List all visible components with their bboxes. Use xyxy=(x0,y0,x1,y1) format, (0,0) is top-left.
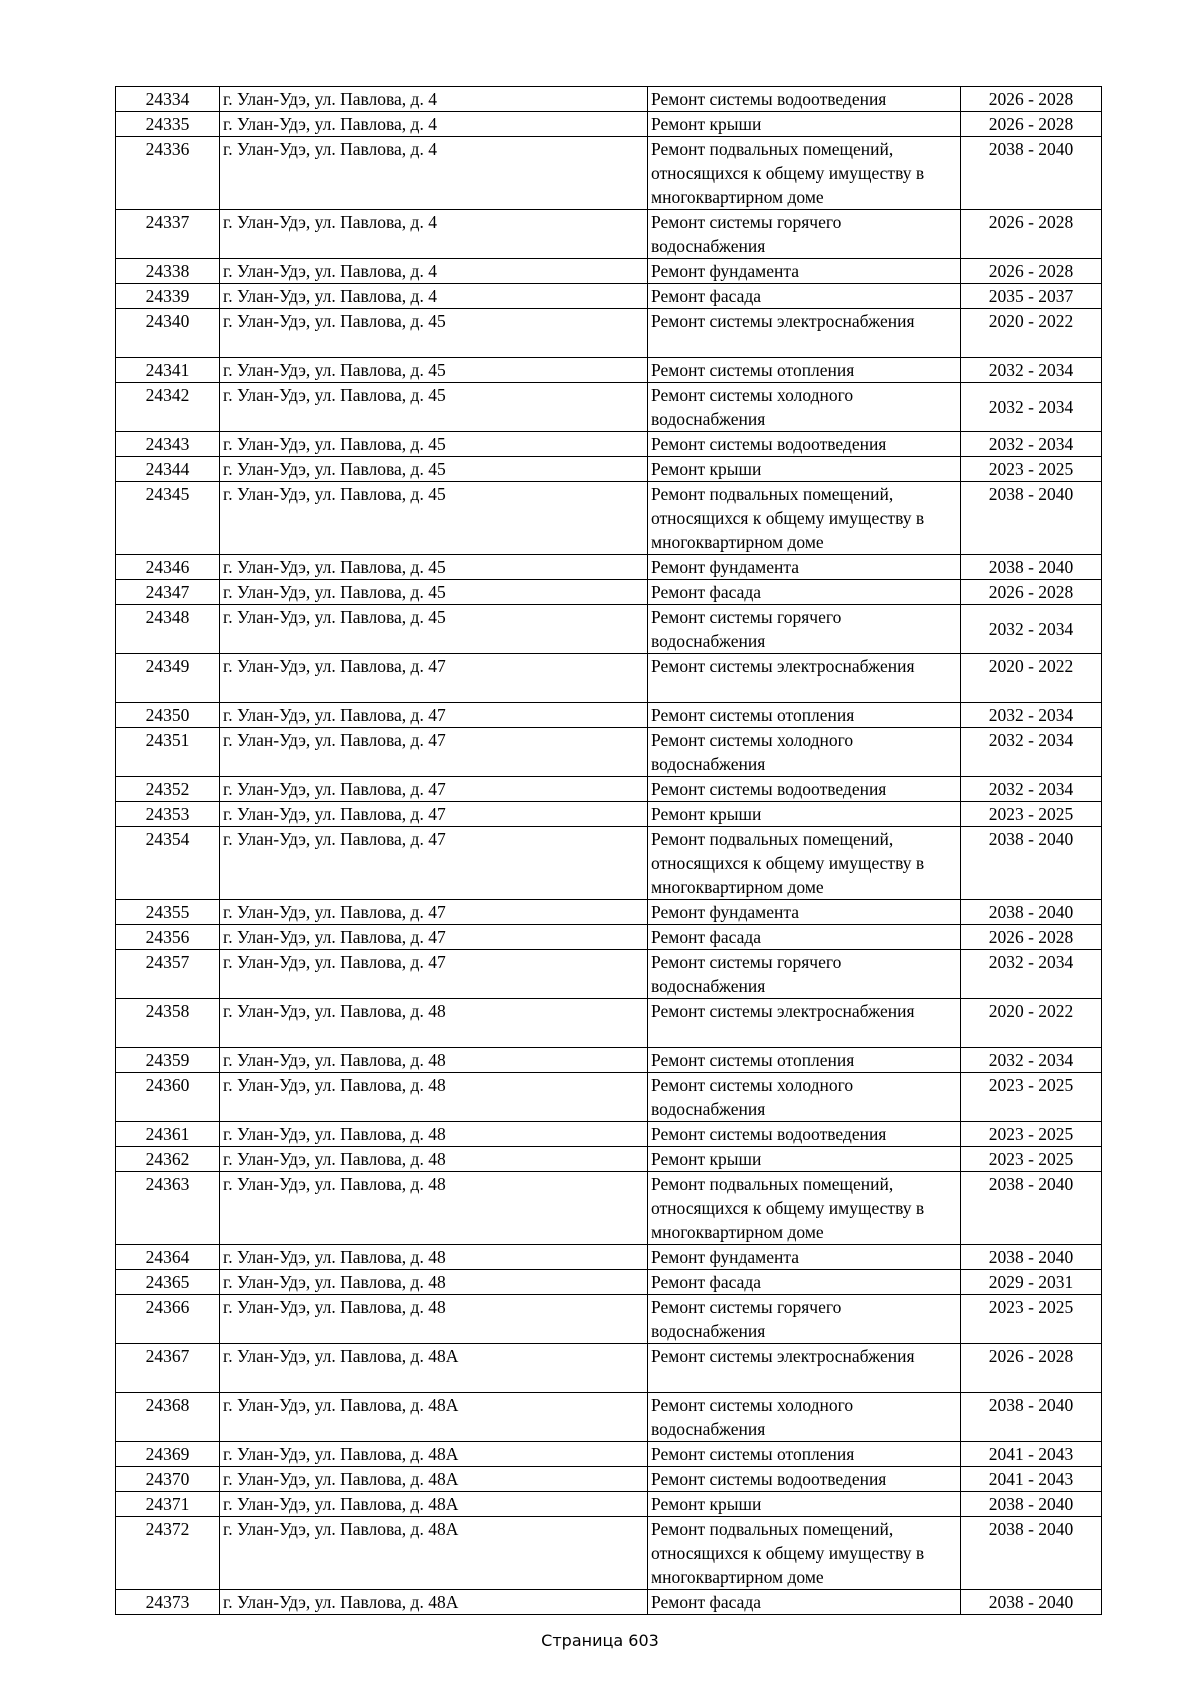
cell-work-type: Ремонт системы водоотведения xyxy=(648,1467,961,1492)
cell-number: 24337 xyxy=(116,210,220,259)
cell-address: г. Улан-Удэ, ул. Павлова, д. 48А xyxy=(220,1393,648,1442)
table-body xyxy=(116,87,1102,1615)
cell-address: г. Улан-Удэ, ул. Павлова, д. 45 xyxy=(220,432,648,457)
cell-work-type: Ремонт системы горячего водоснабжения xyxy=(648,210,961,259)
cell-period: 2023 - 2025 xyxy=(961,1122,1102,1147)
cell-number: 24356 xyxy=(116,925,220,950)
table-row xyxy=(116,309,1102,358)
cell-work-type: Ремонт подвальных помещений, относящихся к общему имуществу в многоквартирном доме xyxy=(648,1517,961,1590)
cell-period: 2020 - 2022 xyxy=(961,999,1102,1048)
cell-number: 24355 xyxy=(116,900,220,925)
cell-address: г. Улан-Удэ, ул. Павлова, д. 48 xyxy=(220,1245,648,1270)
cell-period: 2023 - 2025 xyxy=(961,457,1102,482)
cell-period: 2029 - 2031 xyxy=(961,1270,1102,1295)
page-number: Страница 603 xyxy=(541,1631,659,1650)
cell-period: 2023 - 2025 xyxy=(961,1147,1102,1172)
cell-number: 24364 xyxy=(116,1245,220,1270)
cell-address: г. Улан-Удэ, ул. Павлова, д. 48 xyxy=(220,1172,648,1245)
table-row xyxy=(116,703,1102,728)
cell-work-type: Ремонт системы холодного водоснабжения xyxy=(648,1393,961,1442)
cell-period: 2023 - 2025 xyxy=(961,1073,1102,1122)
cell-address: г. Улан-Удэ, ул. Павлова, д. 47 xyxy=(220,802,648,827)
table-row xyxy=(116,900,1102,925)
cell-number: 24344 xyxy=(116,457,220,482)
cell-period: 2038 - 2040 xyxy=(961,1172,1102,1245)
table-row xyxy=(116,137,1102,210)
cell-address: г. Улан-Удэ, ул. Павлова, д. 45 xyxy=(220,555,648,580)
cell-address: г. Улан-Удэ, ул. Павлова, д. 45 xyxy=(220,605,648,654)
table-row xyxy=(116,358,1102,383)
cell-period: 2032 - 2034 xyxy=(961,383,1102,432)
cell-number: 24367 xyxy=(116,1344,220,1393)
cell-period: 2038 - 2040 xyxy=(961,137,1102,210)
table-row xyxy=(116,1492,1102,1517)
cell-address: г. Улан-Удэ, ул. Павлова, д. 48 xyxy=(220,1295,648,1344)
cell-work-type: Ремонт фундамента xyxy=(648,900,961,925)
cell-address: г. Улан-Удэ, ул. Павлова, д. 45 xyxy=(220,309,648,358)
cell-number: 24350 xyxy=(116,703,220,728)
cell-address: г. Улан-Удэ, ул. Павлова, д. 47 xyxy=(220,827,648,900)
cell-work-type: Ремонт крыши xyxy=(648,1492,961,1517)
table-row xyxy=(116,925,1102,950)
cell-address: г. Улан-Удэ, ул. Павлова, д. 48А xyxy=(220,1590,648,1615)
cell-period: 2038 - 2040 xyxy=(961,1393,1102,1442)
table-row xyxy=(116,1270,1102,1295)
cell-number: 24346 xyxy=(116,555,220,580)
cell-period: 2026 - 2028 xyxy=(961,112,1102,137)
cell-work-type: Ремонт системы холодного водоснабжения xyxy=(648,1073,961,1122)
cell-period: 2026 - 2028 xyxy=(961,925,1102,950)
table-row xyxy=(116,210,1102,259)
cell-number: 24339 xyxy=(116,284,220,309)
cell-work-type: Ремонт подвальных помещений, относящихся к общему имуществу в многоквартирном доме xyxy=(648,482,961,555)
table-row xyxy=(116,802,1102,827)
table-row xyxy=(116,950,1102,999)
table-row xyxy=(116,87,1102,112)
table-row xyxy=(116,1344,1102,1393)
cell-period: 2020 - 2022 xyxy=(961,309,1102,358)
cell-address: г. Улан-Удэ, ул. Павлова, д. 4 xyxy=(220,284,648,309)
cell-work-type: Ремонт системы водоотведения xyxy=(648,1122,961,1147)
cell-address: г. Улан-Удэ, ул. Павлова, д. 48 xyxy=(220,1122,648,1147)
cell-period: 2032 - 2034 xyxy=(961,605,1102,654)
cell-period: 2026 - 2028 xyxy=(961,259,1102,284)
cell-number: 24360 xyxy=(116,1073,220,1122)
cell-address: г. Улан-Удэ, ул. Павлова, д. 48А xyxy=(220,1344,648,1393)
cell-work-type: Ремонт системы горячего водоснабжения xyxy=(648,605,961,654)
cell-work-type: Ремонт фундамента xyxy=(648,259,961,284)
cell-period: 2023 - 2025 xyxy=(961,1295,1102,1344)
cell-period: 2038 - 2040 xyxy=(961,555,1102,580)
cell-work-type: Ремонт системы горячего водоснабжения xyxy=(648,950,961,999)
cell-period: 2032 - 2034 xyxy=(961,1048,1102,1073)
cell-number: 24372 xyxy=(116,1517,220,1590)
cell-address: г. Улан-Удэ, ул. Павлова, д. 45 xyxy=(220,358,648,383)
cell-address: г. Улан-Удэ, ул. Павлова, д. 45 xyxy=(220,457,648,482)
cell-period: 2038 - 2040 xyxy=(961,1492,1102,1517)
cell-work-type: Ремонт подвальных помещений, относящихся к общему имуществу в многоквартирном доме xyxy=(648,1172,961,1245)
table-row xyxy=(116,1073,1102,1122)
table-row xyxy=(116,1393,1102,1442)
cell-work-type: Ремонт фасада xyxy=(648,1590,961,1615)
table-row xyxy=(116,1147,1102,1172)
cell-number: 24354 xyxy=(116,827,220,900)
cell-period: 2032 - 2034 xyxy=(961,950,1102,999)
cell-address: г. Улан-Удэ, ул. Павлова, д. 47 xyxy=(220,703,648,728)
cell-address: г. Улан-Удэ, ул. Павлова, д. 4 xyxy=(220,112,648,137)
cell-work-type: Ремонт системы холодного водоснабжения xyxy=(648,383,961,432)
cell-number: 24359 xyxy=(116,1048,220,1073)
cell-period: 2032 - 2034 xyxy=(961,777,1102,802)
table-row xyxy=(116,1122,1102,1147)
cell-address: г. Улан-Удэ, ул. Павлова, д. 45 xyxy=(220,482,648,555)
cell-number: 24362 xyxy=(116,1147,220,1172)
table-row xyxy=(116,827,1102,900)
cell-work-type: Ремонт системы отопления xyxy=(648,1442,961,1467)
table-row xyxy=(116,383,1102,432)
cell-number: 24348 xyxy=(116,605,220,654)
cell-number: 24358 xyxy=(116,999,220,1048)
cell-work-type: Ремонт фасада xyxy=(648,580,961,605)
cell-number: 24352 xyxy=(116,777,220,802)
table-row xyxy=(116,1295,1102,1344)
cell-address: г. Улан-Удэ, ул. Павлова, д. 47 xyxy=(220,900,648,925)
cell-number: 24334 xyxy=(116,87,220,112)
table-row xyxy=(116,1172,1102,1245)
cell-address: г. Улан-Удэ, ул. Павлова, д. 48 xyxy=(220,1048,648,1073)
cell-work-type: Ремонт фасада xyxy=(648,1270,961,1295)
cell-period: 2026 - 2028 xyxy=(961,210,1102,259)
cell-number: 24336 xyxy=(116,137,220,210)
cell-period: 2041 - 2043 xyxy=(961,1467,1102,1492)
cell-work-type: Ремонт системы электроснабжения xyxy=(648,999,961,1048)
cell-address: г. Улан-Удэ, ул. Павлова, д. 48А xyxy=(220,1517,648,1590)
cell-address: г. Улан-Удэ, ул. Павлова, д. 48А xyxy=(220,1492,648,1517)
cell-period: 2041 - 2043 xyxy=(961,1442,1102,1467)
table-row xyxy=(116,432,1102,457)
cell-period: 2038 - 2040 xyxy=(961,1245,1102,1270)
cell-address: г. Улан-Удэ, ул. Павлова, д. 45 xyxy=(220,580,648,605)
cell-number: 24370 xyxy=(116,1467,220,1492)
cell-address: г. Улан-Удэ, ул. Павлова, д. 45 xyxy=(220,383,648,432)
cell-number: 24351 xyxy=(116,728,220,777)
cell-number: 24363 xyxy=(116,1172,220,1245)
table-row xyxy=(116,1245,1102,1270)
cell-number: 24371 xyxy=(116,1492,220,1517)
cell-number: 24343 xyxy=(116,432,220,457)
cell-work-type: Ремонт крыши xyxy=(648,802,961,827)
cell-period: 2026 - 2028 xyxy=(961,1344,1102,1393)
cell-work-type: Ремонт фасада xyxy=(648,925,961,950)
table-row xyxy=(116,1467,1102,1492)
cell-address: г. Улан-Удэ, ул. Павлова, д. 4 xyxy=(220,259,648,284)
cell-work-type: Ремонт фундамента xyxy=(648,555,961,580)
cell-work-type: Ремонт подвальных помещений, относящихся к общему имуществу в многоквартирном доме xyxy=(648,137,961,210)
cell-work-type: Ремонт системы горячего водоснабжения xyxy=(648,1295,961,1344)
cell-period: 2038 - 2040 xyxy=(961,900,1102,925)
table-row xyxy=(116,777,1102,802)
cell-number: 24335 xyxy=(116,112,220,137)
table-row xyxy=(116,284,1102,309)
cell-work-type: Ремонт системы холодного водоснабжения xyxy=(648,728,961,777)
cell-number: 24340 xyxy=(116,309,220,358)
table-row xyxy=(116,112,1102,137)
table-row xyxy=(116,999,1102,1048)
cell-number: 24357 xyxy=(116,950,220,999)
cell-period: 2038 - 2040 xyxy=(961,827,1102,900)
table-row xyxy=(116,1517,1102,1590)
cell-work-type: Ремонт крыши xyxy=(648,457,961,482)
cell-work-type: Ремонт системы водоотведения xyxy=(648,432,961,457)
cell-address: г. Улан-Удэ, ул. Павлова, д. 48 xyxy=(220,1147,648,1172)
cell-work-type: Ремонт фасада xyxy=(648,284,961,309)
table-row xyxy=(116,654,1102,703)
cell-work-type: Ремонт фундамента xyxy=(648,1245,961,1270)
table-row xyxy=(116,555,1102,580)
cell-work-type: Ремонт подвальных помещений, относящихся к общему имуществу в многоквартирном доме xyxy=(648,827,961,900)
table-row xyxy=(116,1048,1102,1073)
table-row xyxy=(116,1590,1102,1615)
cell-number: 24365 xyxy=(116,1270,220,1295)
cell-address: г. Улан-Удэ, ул. Павлова, д. 48 xyxy=(220,1073,648,1122)
cell-work-type: Ремонт системы водоотведения xyxy=(648,87,961,112)
table-row xyxy=(116,259,1102,284)
cell-period: 2023 - 2025 xyxy=(961,802,1102,827)
cell-period: 2020 - 2022 xyxy=(961,654,1102,703)
cell-number: 24341 xyxy=(116,358,220,383)
cell-period: 2035 - 2037 xyxy=(961,284,1102,309)
cell-number: 24342 xyxy=(116,383,220,432)
cell-number: 24366 xyxy=(116,1295,220,1344)
cell-work-type: Ремонт системы электроснабжения xyxy=(648,1344,961,1393)
cell-address: г. Улан-Удэ, ул. Павлова, д. 47 xyxy=(220,777,648,802)
repair-schedule-table xyxy=(115,86,1102,1615)
cell-work-type: Ремонт системы отопления xyxy=(648,1048,961,1073)
cell-address: г. Улан-Удэ, ул. Павлова, д. 4 xyxy=(220,87,648,112)
cell-number: 24347 xyxy=(116,580,220,605)
cell-period: 2026 - 2028 xyxy=(961,87,1102,112)
cell-period: 2032 - 2034 xyxy=(961,358,1102,383)
table-row xyxy=(116,1442,1102,1467)
cell-work-type: Ремонт крыши xyxy=(648,1147,961,1172)
cell-address: г. Улан-Удэ, ул. Павлова, д. 48 xyxy=(220,999,648,1048)
cell-work-type: Ремонт системы электроснабжения xyxy=(648,309,961,358)
cell-period: 2032 - 2034 xyxy=(961,728,1102,777)
cell-work-type: Ремонт системы отопления xyxy=(648,358,961,383)
table-row xyxy=(116,605,1102,654)
cell-number: 24368 xyxy=(116,1393,220,1442)
cell-address: г. Улан-Удэ, ул. Павлова, д. 47 xyxy=(220,728,648,777)
cell-number: 24349 xyxy=(116,654,220,703)
cell-period: 2038 - 2040 xyxy=(961,1517,1102,1590)
cell-number: 24373 xyxy=(116,1590,220,1615)
cell-number: 24353 xyxy=(116,802,220,827)
cell-period: 2038 - 2040 xyxy=(961,482,1102,555)
cell-number: 24361 xyxy=(116,1122,220,1147)
cell-number: 24338 xyxy=(116,259,220,284)
cell-work-type: Ремонт крыши xyxy=(648,112,961,137)
cell-address: г. Улан-Удэ, ул. Павлова, д. 48А xyxy=(220,1467,648,1492)
table-row xyxy=(116,457,1102,482)
cell-address: г. Улан-Удэ, ул. Павлова, д. 47 xyxy=(220,925,648,950)
cell-address: г. Улан-Удэ, ул. Павлова, д. 47 xyxy=(220,654,648,703)
cell-period: 2032 - 2034 xyxy=(961,432,1102,457)
cell-work-type: Ремонт системы электроснабжения xyxy=(648,654,961,703)
table-row xyxy=(116,728,1102,777)
cell-number: 24369 xyxy=(116,1442,220,1467)
cell-number: 24345 xyxy=(116,482,220,555)
cell-address: г. Улан-Удэ, ул. Павлова, д. 4 xyxy=(220,137,648,210)
cell-work-type: Ремонт системы отопления xyxy=(648,703,961,728)
cell-period: 2038 - 2040 xyxy=(961,1590,1102,1615)
cell-address: г. Улан-Удэ, ул. Павлова, д. 4 xyxy=(220,210,648,259)
cell-address: г. Улан-Удэ, ул. Павлова, д. 48 xyxy=(220,1270,648,1295)
cell-address: г. Улан-Удэ, ул. Павлова, д. 48А xyxy=(220,1442,648,1467)
cell-address: г. Улан-Удэ, ул. Павлова, д. 47 xyxy=(220,950,648,999)
cell-work-type: Ремонт системы водоотведения xyxy=(648,777,961,802)
table-row xyxy=(116,580,1102,605)
cell-period: 2032 - 2034 xyxy=(961,703,1102,728)
cell-period: 2026 - 2028 xyxy=(961,580,1102,605)
table-row xyxy=(116,482,1102,555)
